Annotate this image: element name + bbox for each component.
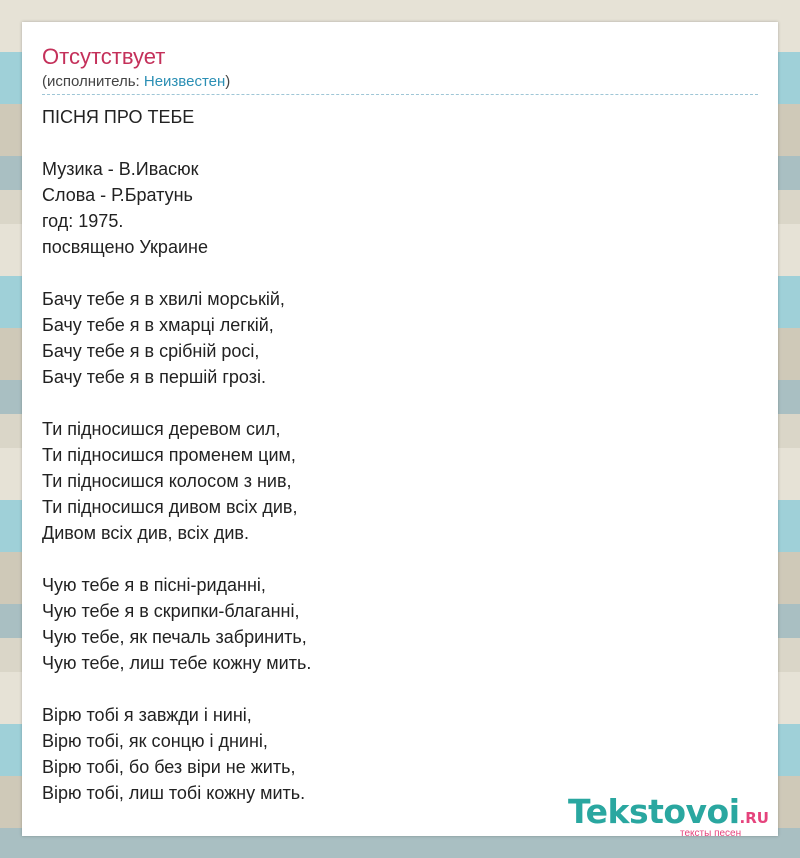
- lyric-line: посвящено Украине: [42, 237, 208, 257]
- divider: [42, 94, 758, 95]
- site-logo[interactable]: [568, 792, 769, 839]
- artist-prefix: (исполнитель:: [42, 73, 144, 90]
- lyric-line: ПІСНЯ ПРО ТЕБЕ: [42, 107, 195, 127]
- lyrics-text: [42, 104, 758, 806]
- lyric-line: Бачу тебе я в срібній росі,: [42, 341, 260, 361]
- lyric-line: [42, 390, 758, 416]
- lyric-line: Ти підносишся колосом з нив,: [42, 471, 292, 491]
- lyric-line: [42, 676, 758, 702]
- lyric-line: Чую тебе, як печаль забринить,: [42, 627, 307, 647]
- lyric-line: Слова - Р.Братунь: [42, 185, 193, 205]
- lyric-line: Ти підносишся деревом сил,: [42, 419, 281, 439]
- artist-suffix: ): [225, 73, 231, 90]
- lyric-line: Вірю тобі, бо без віри не жить,: [42, 757, 296, 777]
- lyric-line: Ти підносишся променем цим,: [42, 445, 296, 465]
- lyric-line: Бачу тебе я в хвилі морській,: [42, 289, 285, 309]
- lyric-line: Бачу тебе я в першій грозі.: [42, 367, 266, 387]
- lyric-line: Вірю тобі, як сонцю і днині,: [42, 731, 268, 751]
- lyric-line: год: 1975.: [42, 211, 124, 231]
- lyric-line: Ти підносишся дивом всіх див,: [42, 497, 298, 517]
- lyric-line: Бачу тебе я в хмарці легкій,: [42, 315, 274, 335]
- lyric-line: Дивом всіх див, всіх див.: [42, 523, 249, 543]
- lyric-line: Чую тебе я в скрипки-благанні,: [42, 601, 300, 621]
- lyric-line: Чую тебе, лиш тебе кожну мить.: [42, 653, 312, 673]
- lyric-line: Вірю тобі, лиш тобі кожну мить.: [42, 783, 306, 803]
- song-title: Отсутствует: [42, 44, 166, 69]
- logo-tld: .RU: [739, 809, 769, 827]
- lyric-line: [42, 546, 758, 572]
- lyric-line: [42, 260, 758, 286]
- lyric-line: Чую тебе я в пісні-риданні,: [42, 575, 266, 595]
- artist-line: [42, 73, 230, 90]
- artist-link[interactable]: Неизвестен: [143, 73, 226, 90]
- lyric-line: Вірю тобі я завжди і нині,: [42, 705, 252, 725]
- logo-tagline: тексты песен: [680, 828, 742, 839]
- lyric-line: Музика - В.Ивасюк: [42, 159, 199, 179]
- lyric-line: [42, 130, 758, 156]
- logo-wordmark: Tekstovoi: [568, 792, 740, 831]
- lyrics-card: [22, 22, 778, 839]
